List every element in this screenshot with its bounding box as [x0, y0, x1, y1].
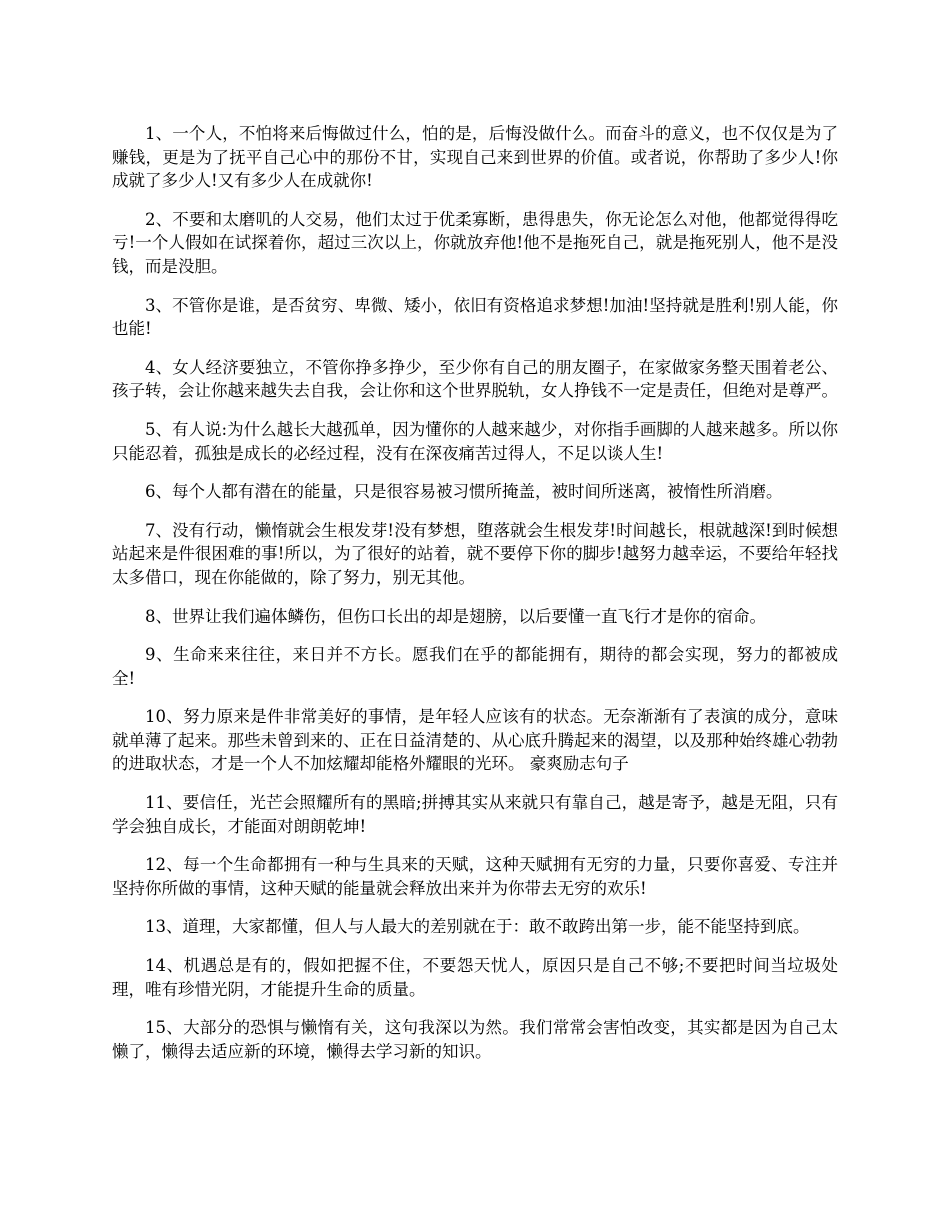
paragraph-8: 8、世界让我们遍体鳞伤，但伤口长出的却是翅膀，以后要懂一直飞行才是你的宿命。 [145, 606, 766, 626]
document-body [112, 122, 838, 1078]
paragraph-12: 12、每一个生命都拥有一种与生具来的天赋，这种天赋拥有无穷的力量，只要你喜爱、专注并坚持你所做的事情，这种天赋的能量就会释放出来并为你带去无穷的欢乐! [112, 855, 838, 898]
paragraph-1: 1、一个人，不怕将来后悔做过什么，怕的是，后悔没做什么。而奋斗的意义，也不仅仅是为了赚钱，更是为了抚平自己心中的那份不甘，实现自己来到世界的价值。或者说，你帮助了多少人!你成就了多少人!又有多少人在成就你! [112, 124, 838, 191]
paragraph-10: 10、努力原来是件非常美好的事情，是年轻人应该有的状态。无奈渐渐有了表演的成分，意味就单薄了起来。那些未曾到来的、正在日益清楚的、从心底升腾起来的渴望，以及那种始终雄心勃勃的进取状态，才是一个人不加炫耀却能格外耀眼的光环。 豪爽励志句子 [112, 707, 838, 774]
paragraph-9: 9、生命来来往往，来日并不方长。愿我们在乎的都能拥有，期待的都会实现，努力的都被成全! [112, 645, 838, 688]
paragraph-15: 15、大部分的恐惧与懒惰有关，这句我深以为然。我们常常会害怕改变，其实都是因为自己太懒了，懒得去适应新的环境，懒得去学习新的知识。 [112, 1018, 838, 1061]
paragraph-3: 3、不管你是谁，是否贫穷、卑微、矮小，依旧有资格追求梦想!加油!坚持就是胜利!别人能，你也能! [112, 295, 838, 339]
paragraph-6: 6、每个人都有潜在的能量，只是很容易被习惯所掩盖，被时间所迷离，被惰性所消磨。 [145, 482, 783, 502]
paragraph-11: 11、要信任，光芒会照耀所有的黑暗;拼搏其实从来就只有靠自己，越是寄予，越是无阻，只有学会独自成长，才能面对朗朗乾坤! [112, 793, 838, 836]
paragraph-13: 13、道理，大家都懂，但人与人最大的差别就在于：敢不敢跨出第一步，能不能坚持到底。 [145, 917, 810, 937]
paragraph-5: 5、有人说:为什么越长大越孤单，因为懂你的人越来越少，对你指手画脚的人越来越多。所以你只能忍着，孤独是成长的必经过程，没有在深夜痛苦过得人，不足以谈人生! [112, 419, 838, 463]
paragraph-14: 14、机遇总是有的，假如把握不住，不要怨天忧人，原因只是自己不够;不要把时间当垃圾处理，唯有珍惜光阴，才能提升生命的质量。 [112, 956, 838, 999]
paragraph-4: 4、女人经济要独立，不管你挣多挣少，至少你有自己的朋友圈子，在家做家务整天围着老公、孩子转，会让你越来越失去自我，会让你和这个世界脱轨，女人挣钱不一定是责任，但绝对是尊严。 [112, 357, 838, 401]
paragraph-2: 2、不要和太磨叽的人交易，他们太过于优柔寡断，患得患失，你无论怎么对他，他都觉得得吃亏!一个人假如在试探着你，超过三次以上，你就放弃他!他不是拖死自己，就是拖死别人，他不是没钱，而是没胆。 [112, 209, 838, 276]
paragraph-7: 7、没有行动，懒惰就会生根发芽!没有梦想，堕落就会生根发芽!时间越长，根就越深!到时候想站起来是件很困难的事!所以，为了很好的站着，就不要停下你的脚步!越努力越幸运，不要给年轻找太多借口，现在你能做的，除了努力，别无其他。 [112, 520, 838, 587]
